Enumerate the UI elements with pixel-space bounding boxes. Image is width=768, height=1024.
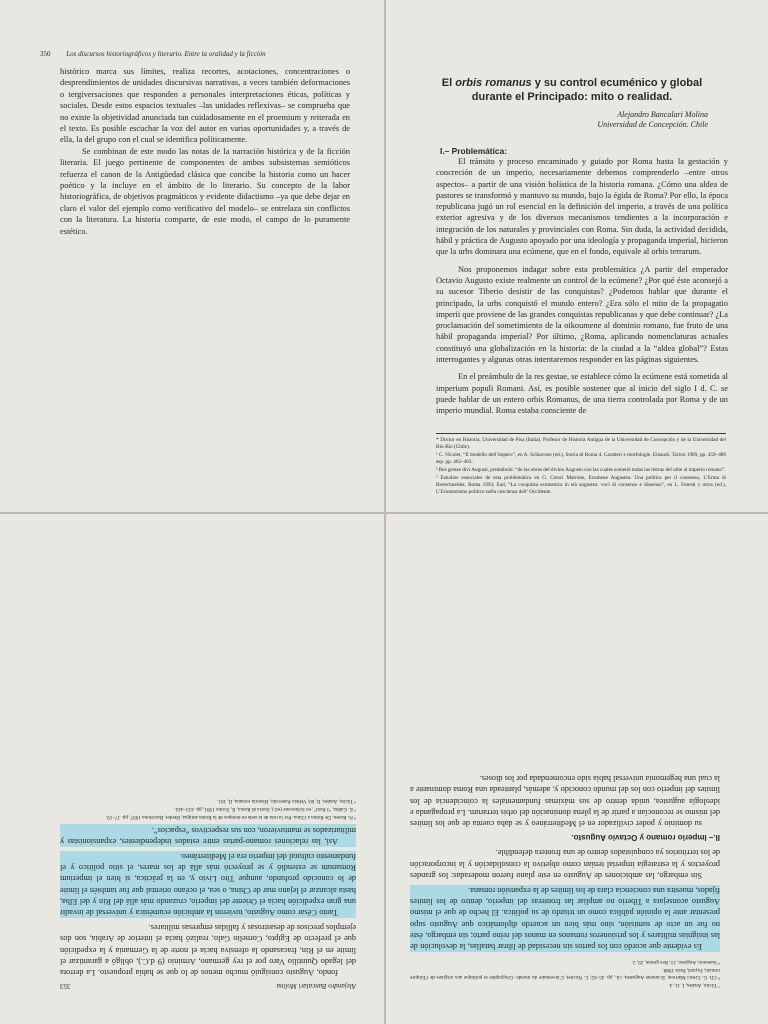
title-text: El bbox=[441, 77, 456, 89]
upside-down-page-353 bbox=[60, 580, 356, 990]
footnote: ⁵ E. Gabba, “I Parti”, en Schiavone (ed.), Storia di Roma, II, Torino 1991, pp. 433–443. bbox=[174, 806, 356, 813]
footnote: ³ Estudios esenciales de esta problemática en G. Cresci Marrone, Ecumene Augustea. Una politica per il consenso, L’Erma di Bretschneider, Roma 1993; Ead, “La conquista ecumenica in età augustea: voci di consenso e dissenso”, en L. Foresti y otros (ed.), L’Ecumenismo politico nella coscienza dell’ Occidente. bbox=[436, 475, 726, 495]
footnote: ⁴ N. Rosen, De Roma a China. Por la ruta de la seda en tiempos de la Roma antigua, Herder, Barcelona 1997, pp. 17–19. bbox=[105, 814, 356, 821]
paragraph: fondo, Augusto consiguió mucho menos de lo que se había propuesto. La derrota del legado Quintilio Varo por el rey germano, Arminio (9 d.C.), obligó a garantizar el límite en el Rin, fracasando la ofensiva hacia el norte de la Germania y la expedición que el prefecto de Egipto, Cornelio Galo, realizó hacia el interior de Arabia, son dos ejemplos precisos de desastrosas y fallidas empresas militares. bbox=[60, 923, 356, 977]
footnote: ⁹ Suetonio, Augusto, 21; Res gestae, 29, 2. bbox=[631, 959, 720, 965]
footnote: ⁶ Tácito, Anales, II, 60; Velleio Paterculo, Historia romana, II, 101. bbox=[217, 798, 356, 805]
running-head-title: Alejandro Bancalari Molina bbox=[276, 982, 356, 990]
footnotes bbox=[60, 797, 356, 820]
footnotes bbox=[410, 958, 720, 988]
paragraph: Sin embargo, las ambiciones de Augusto en este plano fueron moderadas: los grandes proyectos y la estrategia imperial tenían como objetivo la consolidación y la incorporación de los territorios ya conquistados dentro de una frontera defendible. bbox=[410, 848, 720, 880]
page-number: 350 bbox=[40, 50, 51, 58]
paragraph: su dominio y poder civilizador en el Mediterráneo y se daba cuenta de que los límites del mismo se reconocían a partir de la plena dominación del orbis terrarum. La propaganda e ideología augustea, unida dentro de sus máximas fundamentales la coincidencia de los límites del imperio con los del mundo conocido y, además, planteada una Roma dominante a la cual una hegemonía universal había sido encomendada por los dioses. bbox=[410, 774, 720, 828]
paragraph: histórico marca sus límites, realiza recortes, acotaciones, concentraciones o desprendimientos de unidades discursivas narrativas, a veces también deformaciones o tergiversaciones que responden a personales interpretaciones éticas, políticas y sociales. Desde estos espacios textuales –las unidades reflexivas– se comprueba que no existe la objetividad anunciada tan cuidadosamente en el proemium y reiterada en el texto. Es posible escuchar la voz del autor en varias oportunidades y, a través de ella, la del grupo con el cual se identifica políticamente. bbox=[60, 67, 350, 145]
body-text bbox=[410, 773, 720, 952]
footnote: ⁷ Tácito, Anales, I, 11, 4. bbox=[668, 982, 720, 988]
title-text: y su control ecuménico y global durante el Principado: mito o realidad. bbox=[471, 77, 703, 103]
running-head bbox=[40, 50, 348, 58]
title-italic: orbis romanus bbox=[455, 77, 532, 89]
running-head bbox=[60, 982, 356, 990]
section-heading: II.– Imperio romano y Octavio Augusto. bbox=[571, 833, 720, 843]
footnote: ² Res gestae divi Augusti, preámbulo: “de las obras del divino Augusto con las cuales sometió todas las tierras del orbe al imperio romano”. bbox=[436, 467, 726, 473]
paragraph: Nos proponemos indagar sobre esta problemática ¿A partir del emperador Octavio Augusto existe realmente un control de la ecúmene? ¿Por qué éste aconsejó a su sucesor Tiberio desistir de las conquistas? ¿Podemos hablar que durante el principado, la urbs conquistó el mundo entero? ¿Era sólo el mito de la propagatio imperii que proviene de las grandes conquistas republicanas y que debe continuar? ¿La proclamación del sometimiento de la oikoumene al dominio romano, fue fruto de una hábil propaganda imperial? Por último, ¿Roma, aplicando nomenclaturas actuales constituyó una globalización en la historia: de la ciudad a la “aldea global”? Estas interrogantes y algunas otras intentaremos responder en las páginas siguientes. bbox=[436, 264, 728, 365]
highlighted-paragraph: Así, las relaciones romano-partas entre estados independientes, expansionistas y militarizados se mantuvieron, con sus respectivos “espacios”. bbox=[60, 825, 356, 846]
paragraph: Se combinan de este modo las notas de la narración histórica y de la ficción literaria. El juego pertinente de componentes de ambos subsistemas semióticos refuerza el canon de la Antigüedad clásica que concibe la historia como un hacer poético y la incluye en el ámbito de lo literario. Su concepto de la labor historiográfica, de objetivos pragmáticos y evidente didactismo –ya que debe dejar en claro el valor del ejemplo como verificativo del modelo– se entrelaza sin conflictos con la literatura. La historia comparte, de este modo, el campo de lo puramente estético. bbox=[60, 146, 350, 236]
body-text bbox=[436, 156, 728, 423]
footnote: ⁸ Cfr. G. Cresci Marrone, Ecumene Augustea, cit., pp. 45–62; C. Nicolet, L’inventaire du monde. Géographie et politique aux origines de l’Empire romain, Fayard, Paris 1988. bbox=[410, 967, 720, 980]
paragraph: En el preámbulo de la res gestae, se establece cómo la ecúmene está sometida al imperium populi Romani. Así, es posible sostener que al inicio del siglo I d. C. se puede hablar de un entero orbis Romanus, de una tierra controlada por Roma y de un imperio mundial. Roma estaba consciente de bbox=[436, 372, 728, 416]
body-text bbox=[60, 66, 350, 237]
page-divider-horizontal bbox=[0, 512, 768, 514]
page-number: 353 bbox=[60, 982, 71, 990]
highlighted-paragraph: Es evidente que acordó con los partos sin necesidad de librar batallas, la devolución de las insignias militares y los prisioneros romanos en manos del reino parto; sin embargo, éste no fue un acto de sumisión, sino más bien un acuerdo diplomático que Augusto supo presentar ante la opinión pública como un triunfo de su política. El hecho de que el mismo Augusto aconsejara a Tiberio no ampliar las fronteras del imperio, dentro de los límites fijados, muestra una conciencia clara de los límites de la expansión romana. bbox=[410, 885, 720, 951]
body-text bbox=[60, 824, 356, 978]
article-title bbox=[436, 76, 708, 104]
author-name: Alejandro Bancalari Molina bbox=[617, 110, 708, 119]
author-affiliation: Universidad de Concepción. Chile bbox=[597, 120, 708, 129]
footnote: ¹ C. Nicolet, “Il modello dell’impero”, en A. Schiavone (ed.), Storia di Roma 4. Caratteri e morfologie, Einaudi, Torino 1989, pp. 459–486 esp. pp. 462–463. bbox=[436, 452, 726, 465]
upside-down-page-right bbox=[410, 560, 720, 988]
highlighted-paragraph: Tanto César como Augusto, tuvieron la ambición ecuménica y universal de invadir una gran expedición hacia el Oriente del imperio, cruzando más allá del Rin y del Elba, hasta alcanzar el lejano mar de China, o sea, el océano oriental que fue también el límite de lo conocido profundo, aunque Tito Livio y, en la práctica, si bien el imperium Romanum se extendió y se proyectó más allá de los mares, el sitio político y el fundamento cultural del imperio era el Mediterráneo. bbox=[60, 851, 356, 917]
section-heading: I.– Problemática: bbox=[440, 146, 508, 156]
page-top-left bbox=[0, 0, 384, 512]
footnote: * Doctor en Historia, Universidad de Pisa (Italia). Profesor de Historia Antigua de la Universidad de Concepción y de la Universidad del Bío-Bío (Chile). bbox=[436, 437, 726, 450]
paragraph: El tránsito y proceso encaminado y guiado por Roma hasta la gestación y concreción de un imperio, necesariamente debemos comprenderlo –entre otros aspectos– a partir de una visión holística de la historia romana. ¿Cómo una aldea de pastores se transformó y mantuvo su mundo, bajo la égida de Roma? Por ello, la época republicana jugó un rol esencial en la definición del imperio, a través de una política exterior agresiva y de los diversos mecanismos tendientes a la incorporación e integración de los naturales y provinciales con Roma. Sin duda, la actividad decidida, hábil y práctica de Augusto apoyado por una ideología y propaganda imperial, hicieron que la urbs dominara una ecúmene, que en el fondo, equivale al orbis terrarum. bbox=[436, 157, 728, 257]
running-head-title: Los discursos historiográficos y literario. Entre la oralidad y la ficción bbox=[66, 50, 266, 58]
footnotes bbox=[436, 433, 726, 497]
author-block bbox=[597, 110, 708, 130]
